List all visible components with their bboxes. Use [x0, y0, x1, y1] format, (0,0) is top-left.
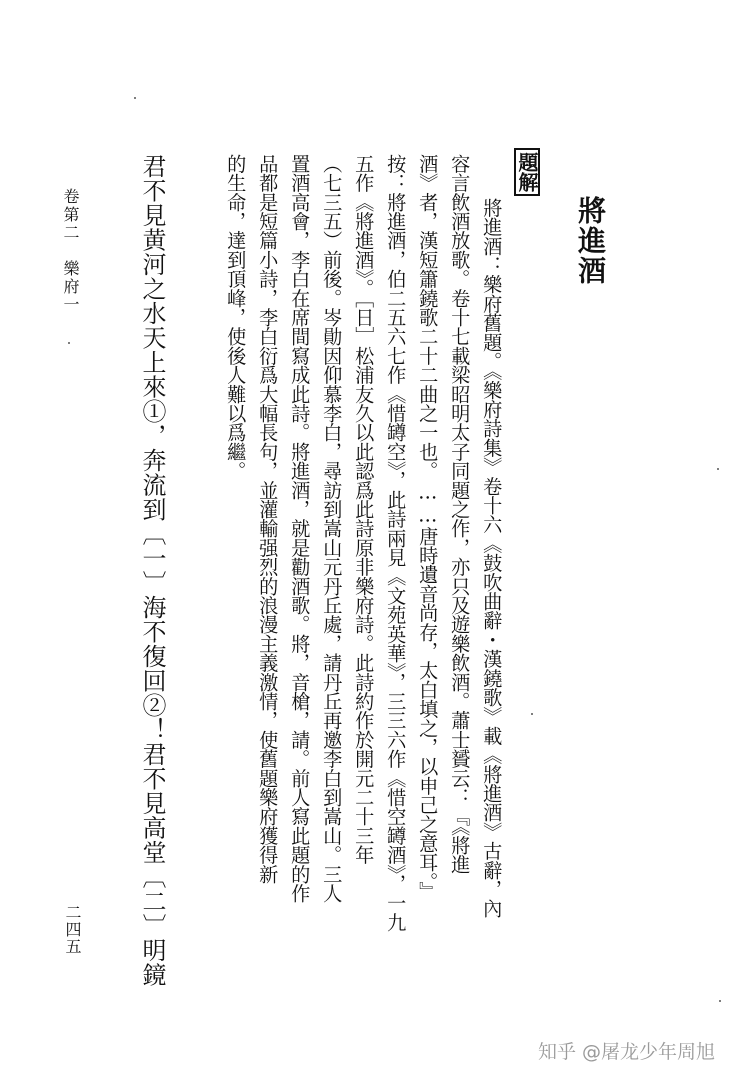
running-head: 卷第二 樂府一 — [61, 188, 80, 314]
body-line-5: 五作《將進酒》。［日］松浦友久以此認爲此詩原非樂府詩。此詩約作於開元二十三年 — [352, 154, 376, 865]
body-line-1: 將進酒：樂府舊題。《樂府詩集》卷十六《鼓吹曲辭・漢鐃歌》載《將進酒》古辭，內 — [480, 198, 504, 918]
section-label-tijie: 題解 — [514, 148, 540, 196]
body-line-9: 的生命，達到頂峰，使後人難以爲繼。 — [224, 154, 248, 481]
scan-speck — [531, 713, 533, 715]
scan-speck — [717, 468, 719, 470]
body-line-6: （七三五）前後。岑勛因仰慕李白，尋訪到嵩山元丹丘處，請丹丘再邀李白到嵩山。三人 — [320, 154, 344, 903]
page-title: 將進酒 — [574, 196, 607, 286]
scan-speck — [68, 342, 70, 344]
poem-text-line: 君不見黄河之水天上來①，奔流到〔一〕海不復回②！君不見高堂〔二〕明鏡 — [138, 154, 166, 987]
body-line-8: 品都是短篇小詩，李白衍爲大幅長句，並灌輸强烈的浪漫主義激情，使舊題樂府獲得新 — [256, 154, 280, 884]
body-line-4: 按：將進酒，伯二五六七作《惜罇空》，此詩兩見《文苑英華》，三三六作《惜空罇酒》，一九 — [384, 154, 408, 932]
body-line-2: 容言飲酒放歌。卷十七載梁昭明太子同題之作，亦只及遊樂飲酒。蕭士贇云：『《將進 — [448, 154, 472, 874]
watermark: 知乎 @屠龙少年周旭 — [537, 1041, 715, 1063]
body-line-7: 置酒高會，李白在席間寫成此詩。將進酒，就是勸酒歌。將，音槍，請。前人寫此題的作 — [288, 154, 312, 903]
body-line-3: 酒》者，漢短簫鐃歌二十二曲之一也。……唐時遺音尚存，太白填之，以申己之意耳。』 — [416, 154, 440, 901]
scan-speck — [134, 97, 136, 99]
scan-speck — [719, 1000, 721, 1002]
page-number: 二四五 — [63, 904, 82, 955]
